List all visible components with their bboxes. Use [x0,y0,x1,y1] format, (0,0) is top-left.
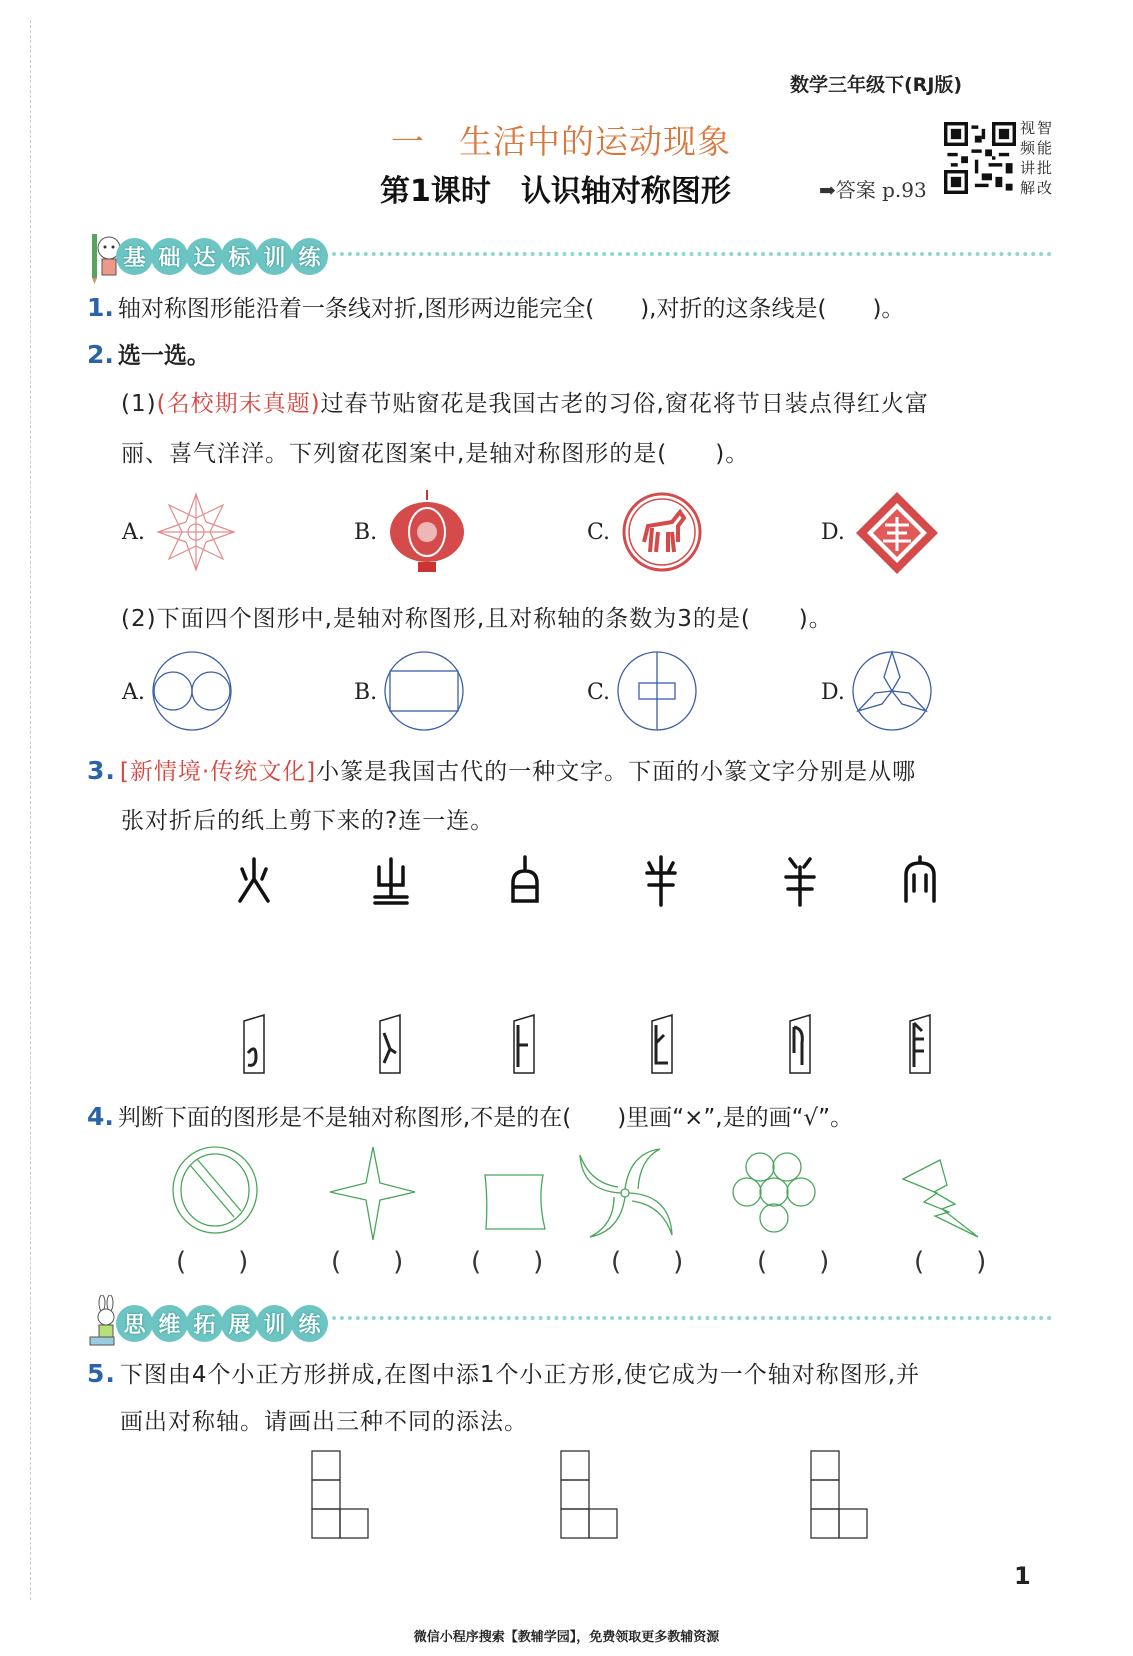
papercut-chun-d[interactable] [854,490,940,576]
page-number: 1 [1014,1562,1031,1590]
banner-char: 标 [221,238,258,275]
seal-char-4[interactable] [647,857,675,905]
question-4: 4. 判断下面的图形是不是轴对称图形,不是的在( )里画“×”,是的画“√”。 [87,1102,854,1131]
banner-char: 练 [291,1305,328,1342]
banner-char: 维 [151,1305,188,1342]
option-label-c: C. [587,680,611,705]
question-2: 2. 选一选。 [87,340,210,369]
option-label-b: B. [354,680,378,705]
banner-char: 拓 [186,1305,223,1342]
banner-char: 础 [151,238,188,275]
circle-rectangle-b[interactable] [384,650,464,732]
answer-reference[interactable]: ➡答案 p.93 [819,178,927,202]
banner-char: 展 [221,1305,258,1342]
six-circles-flower-shape[interactable] [733,1153,815,1232]
qr-code-icon[interactable] [944,122,1016,194]
folded-paper-cutouts [234,1013,954,1075]
question-2-1-line2: 丽、喜气洋洋。下列窗花图案中,是轴对称图形的是( )。 [121,441,750,467]
prohibition-sign-shape[interactable] [173,1147,257,1233]
section-divider [332,252,1052,256]
banner-char: 基 [116,238,153,275]
folded-paper-5[interactable] [790,1015,810,1073]
arrow-right-icon: ➡ [819,178,836,202]
l-shape-grid-2[interactable] [560,1450,618,1540]
banner-char: 训 [256,238,293,275]
unit-title: 一 生活中的运动现象 [391,122,731,161]
lightning-bolt-shape[interactable] [903,1160,978,1237]
seal-char-1[interactable] [240,859,268,901]
footer-note: 微信小程序搜索【教辅学园】，免费领取更多教辅资源 [413,1630,720,1645]
banner-char: 思 [116,1305,153,1342]
option-label-c: C. [587,520,611,545]
page-edge-line [30,20,31,1600]
answer-blank-1[interactable]: ( ) [176,1247,249,1277]
seal-script-characters [234,855,954,907]
banner-char: 训 [256,1305,293,1342]
circle-two-circles-a[interactable] [152,650,232,732]
question-2-1: (1)(名校期末真题)过春节贴窗花是我国古老的习俗,窗花将节日装点得红火富 [121,391,929,417]
question-2-2: (2)下面四个图形中,是轴对称图形,且对称轴的条数为3的是( )。 [121,606,833,632]
question-3-line2: 张对折后的纸上剪下来的?连一连。 [121,808,495,834]
question-1: 1. 轴对称图形能沿着一条线对折,图形两边能完全( ),对折的这条线是( )。 [87,293,905,322]
question-5: 5. 下图由4个小正方形拼成,在图中添1个小正方形,使它成为一个轴对称图形,并 [87,1359,921,1388]
question-3: 3. [新情境·传统文化]小篆是我国古代的一种文字。下面的小篆文字分别是从哪 [87,756,917,785]
papercut-horse-c[interactable] [622,492,702,572]
lesson-title: 第1课时 认识轴对称图形 [380,174,731,209]
banner-char: 达 [186,238,223,275]
curved-quadrilateral-shape[interactable] [485,1175,545,1229]
folded-paper-1[interactable] [244,1015,264,1073]
question-5-line2: 画出对称轴。请画出三种不同的添法。 [120,1409,528,1435]
seal-char-3[interactable] [513,857,537,901]
answer-blank-4[interactable]: ( ) [611,1247,684,1277]
answer-blank-3[interactable]: ( ) [471,1247,544,1277]
seal-char-6[interactable] [906,857,934,901]
banner-char: 练 [291,238,328,275]
pinwheel-shape[interactable] [580,1149,672,1237]
circle-cross-square-c[interactable] [617,650,697,732]
option-label-d: D. [821,680,845,705]
l-shape-grid-3[interactable] [810,1450,868,1540]
section-banner-basic [88,228,326,284]
option-label-b: B. [354,520,378,545]
seal-char-5[interactable] [786,859,814,905]
folded-paper-2[interactable] [380,1015,400,1073]
four-point-star-shape[interactable] [330,1147,415,1240]
folded-paper-3[interactable] [514,1015,534,1073]
section-banner-extension [88,1295,326,1351]
papercut-lantern-b[interactable] [388,490,466,574]
book-title: 数学三年级下(RJ版) [790,74,963,96]
section-divider [332,1316,1052,1320]
seal-char-2[interactable] [375,859,407,903]
folded-paper-4[interactable] [652,1015,672,1073]
papercut-flower-a[interactable] [156,492,236,572]
l-shape-grid-1[interactable] [311,1450,369,1540]
option-label-a: A. [122,520,145,545]
circle-three-petals-d[interactable] [852,650,932,732]
judge-shapes [170,1145,1020,1240]
answer-blank-5[interactable]: ( ) [757,1247,830,1277]
qr-caption: 视智频能讲批解改 [1020,119,1055,197]
option-label-d: D. [821,520,845,545]
folded-paper-6[interactable] [910,1015,930,1073]
answer-blank-2[interactable]: ( ) [331,1247,404,1277]
answer-blank-6[interactable]: ( ) [914,1247,987,1277]
option-label-a: A. [122,680,145,705]
